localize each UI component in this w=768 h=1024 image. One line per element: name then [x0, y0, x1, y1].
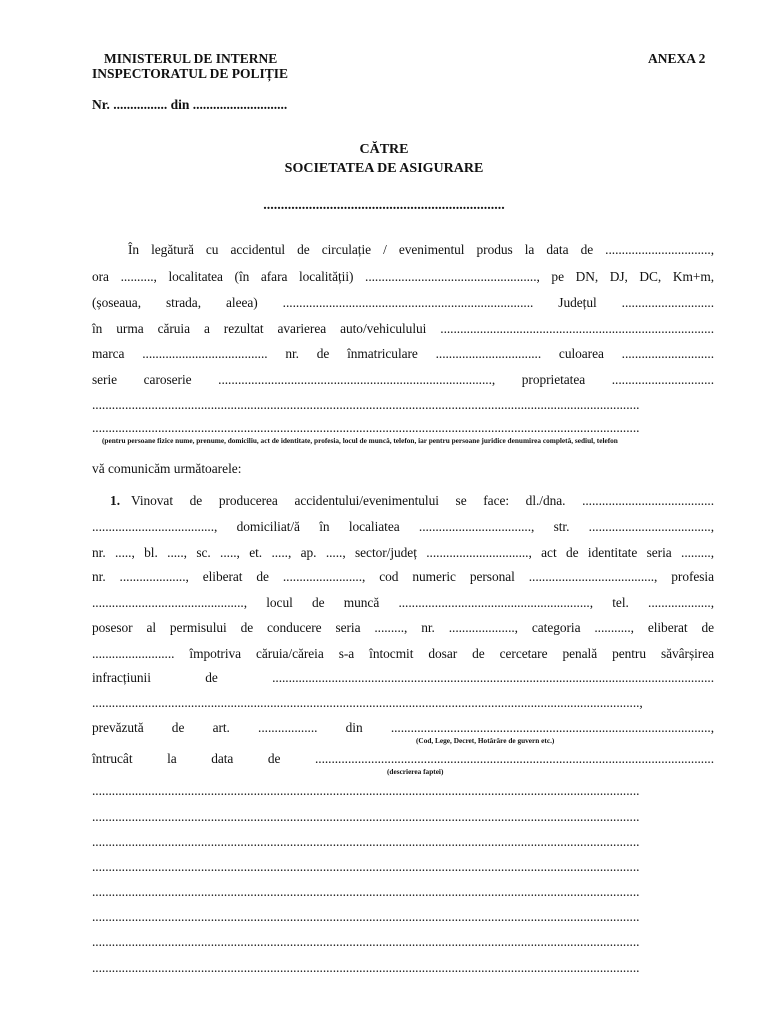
paragraph-line: (șoseaua, strada, aleea) ............................................................................ Județul ............................	[92, 295, 714, 310]
blank-dotted-line: ......................................................................................................................................................................	[92, 935, 640, 949]
item-line: ....................................., domiciliat/ă în localiatea .................................., str. .....................................,	[92, 519, 714, 534]
communicate-line: vă comunicăm următoarele:	[92, 461, 242, 476]
blank-dotted-line: ......................................................................................................................................................................	[92, 398, 640, 412]
inspectorate-name: INSPECTORATUL DE POLIȚIE	[92, 66, 289, 81]
paragraph-line: În legătură cu accidentul de circulație / evenimentul produs la data de ................................,	[128, 242, 714, 257]
blank-dotted-line: ......................................................................................................................................................................	[92, 835, 640, 849]
blank-dotted-line: ......................................................................................................................................................................	[92, 784, 640, 798]
annex-label: ANEXA 2	[648, 51, 706, 66]
item-line: nr. ...................., eliberat de ........................, cod numeric personal ......................................, profesia	[92, 569, 714, 584]
blank-dotted-line: ......................................................................................................................................................................	[92, 961, 640, 975]
owner-details-note: (pentru persoane fizice nume, prenume, domiciliu, act de identitate, profesia, locul de muncă, telefon, iar pentru persoane juridice denumirea completă, sediul, telefon	[102, 436, 618, 445]
paragraph-line: serie caroserie ..................................................................................., proprietatea ...............................	[92, 372, 714, 387]
law-note: (Cod, Lege, Decret, Hotărâre de guvern etc.)	[416, 736, 555, 745]
blank-dotted-line: ......................................................................................................................................................................	[92, 860, 640, 874]
item-number: 1.	[110, 493, 121, 508]
item-line: nr. ....., bl. ....., sc. ....., et. ....., ap. ....., sector/județ ..............................., act de identitate seria .........,	[92, 545, 714, 560]
registration-number-line: Nr. ................ din ............................	[92, 97, 288, 112]
item-line: ......................... împotriva căruia/căreia s-a întocmit dosar de cercetare penală pentru săvârșirea	[92, 646, 714, 661]
addressee-to: CĂTRE	[359, 142, 409, 157]
blank-dotted-line: ......................................................................................................................................................................	[92, 810, 640, 824]
blank-dotted-line: ......................................................................................................................................................................	[92, 421, 640, 435]
ministry-name: MINISTERUL DE INTERNE	[104, 51, 278, 66]
blank-dotted-line: ......................................................................................................................................................................	[92, 885, 640, 899]
item-line: prevăzută de art. .................. din .................................................................................................,	[92, 720, 714, 735]
paragraph-line: marca ...................................... nr. de înmatriculare ................................ culoarea ............................	[92, 346, 714, 361]
blank-dotted-line: ......................................................................................................................................................................	[92, 910, 640, 924]
item-line: .............................................., locul de muncă .........................................................., tel. ...................,	[92, 595, 714, 610]
item-line: posesor al permisului de conducere seria ........., nr. ...................., categoria ..........., eliberat de	[92, 620, 714, 635]
item-line: ......................................................................................................................................................................,	[92, 696, 643, 710]
paragraph-line: în urma căruia a rezultat avarierea auto/vehiculului ...................................................................................	[92, 321, 714, 336]
date-line: întrucât la data de .........................................................................................................................	[92, 751, 714, 766]
item-first-line: Vinovat de producerea accidentului/evenimentului se face: dl./dna. ........................................	[131, 493, 714, 508]
item-line: infracțiunii de ......................................................................................................................................	[92, 670, 714, 685]
deed-note: (descrierea faptei)	[387, 767, 444, 776]
addressee-company: SOCIETATEA DE ASIGURARE	[284, 161, 484, 176]
paragraph-line: ora .........., localitatea (în afara localității) ...................................................., pe DN, DJ, DC, Km+m,	[92, 269, 714, 284]
addressee-blank-line: .....................................................................	[263, 198, 505, 213]
